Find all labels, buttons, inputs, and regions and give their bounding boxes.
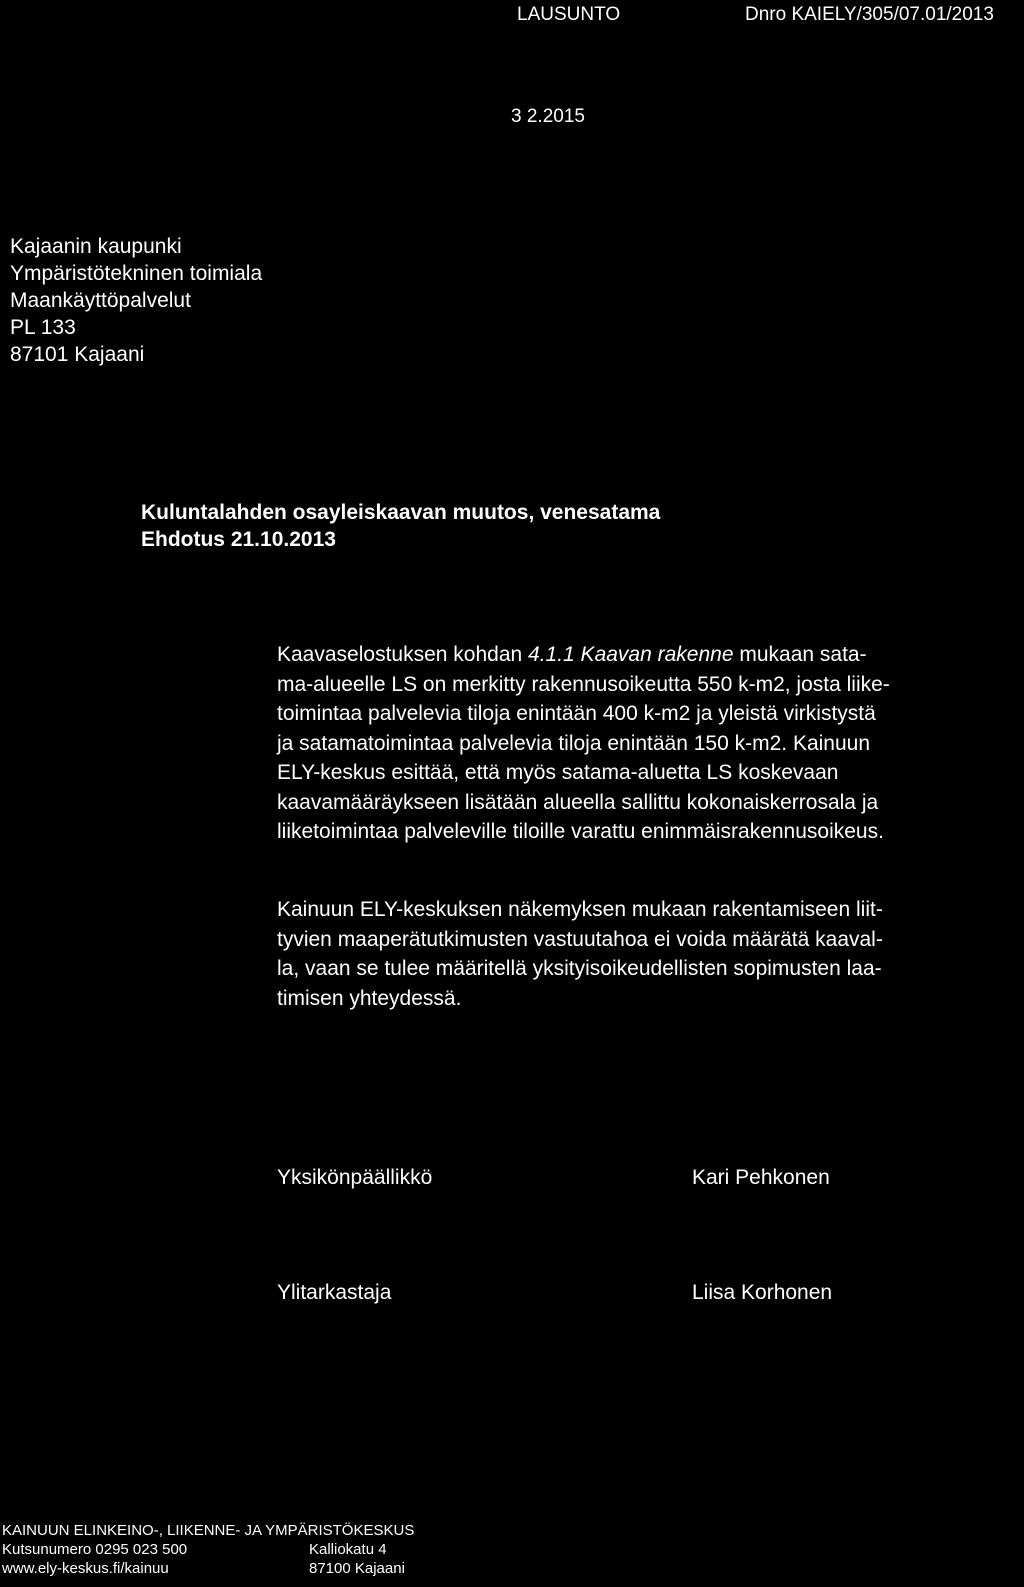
signer-title: Yksikönpäällikkö: [277, 1166, 433, 1189]
document-date: 3 2.2015: [511, 106, 585, 127]
paragraph-line: [277, 640, 1007, 670]
text-span: mukaan sata-: [733, 643, 867, 666]
recipient-address: [10, 233, 262, 368]
paragraph-line: timisen yhteydessä.: [277, 986, 462, 1010]
footer-street-address: Kalliokatu 4: [309, 1541, 387, 1558]
paragraph-line: toimintaa palvelevia tiloja enintään 400 k-m2 ja yleistä virkistystä: [277, 702, 876, 725]
body-paragraph-1: [277, 640, 1007, 847]
paragraph-line: tyvien maaperätutkimusten vastuutahoa ei voida määrätä kaaval-: [277, 927, 883, 951]
signer-name: Kari Pehkonen: [692, 1166, 830, 1189]
italic-reference: 4.1.1 Kaavan rakenne: [528, 643, 734, 666]
recipient-line: Kajaanin kaupunki: [10, 235, 182, 258]
recipient-line: Ympäristötekninen toimiala: [10, 262, 263, 285]
signer-title: Ylitarkastaja: [277, 1281, 392, 1304]
paragraph-line: la, vaan se tulee määritellä yksityisoikeudellisten sopimusten laa-: [277, 957, 882, 980]
paragraph-line: Kainuun ELY-keskuksen näkemyksen mukaan rakentamiseen liit-: [277, 898, 883, 921]
footer-phone: Kutsunumero 0295 023 500: [2, 1541, 188, 1558]
subject-line: Ehdotus 21.10.2013: [141, 528, 336, 551]
paragraph-line: kaavamääräykseen lisätään alueella sallittu kokonaiskerrosala ja: [277, 790, 879, 814]
footer-website: www.ely-keskus.fi/kainuu: [2, 1560, 169, 1577]
document-number: Dnro KAIELY/305/07.01/2013: [745, 4, 994, 25]
paragraph-line: liiketoimintaa palveleville tiloille varattu enimmäisrakennusoikeus.: [277, 820, 884, 843]
paragraph-line: ELY-keskus esittää, että myös satama-aluetta LS koskevaan: [277, 761, 839, 784]
text-span: Kaavaselostuksen kohdan: [277, 643, 529, 666]
signer-name: Liisa Korhonen: [692, 1281, 833, 1304]
body-paragraph-2: [277, 895, 1007, 1013]
recipient-line: PL 133: [10, 316, 76, 339]
footer-postal-city: 87100 Kajaani: [309, 1560, 405, 1577]
subject-line: Kuluntalahden osayleiskaavan muutos, venesatama: [141, 501, 661, 524]
recipient-line: Maankäyttöpalvelut: [10, 289, 191, 312]
recipient-line: 87101 Kajaani: [10, 343, 145, 366]
paragraph-line: ma-alueelle LS on merkitty rakennusoikeutta 550 k-m2, josta liike-: [277, 672, 890, 696]
paragraph-line: ja satamatoimintaa palvelevia tiloja enintään 150 k-m2. Kainuun: [277, 731, 871, 755]
document-type: LAUSUNTO: [517, 4, 621, 25]
footer-organization: KAINUUN ELINKEINO-, LIIKENNE- JA YMPÄRISTÖKESKUS: [2, 1522, 415, 1539]
subject-heading: [141, 499, 660, 553]
